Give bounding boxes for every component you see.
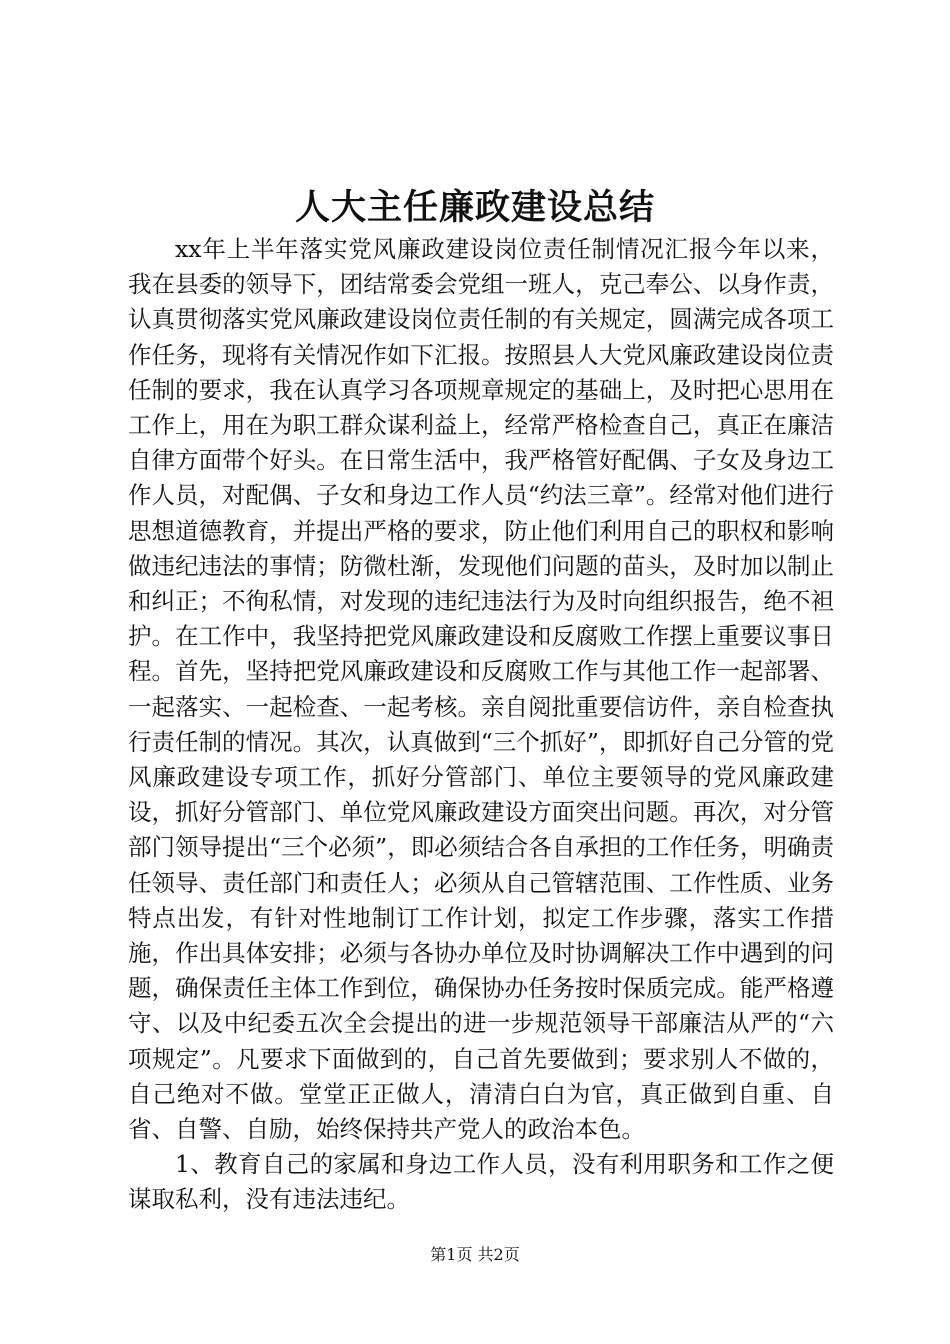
document-body bbox=[128, 232, 834, 1218]
paragraph-item-1: 1、教育自己的家属和身边工作人员，没有利用职务和工作之便谋取私利，没有违法违纪。 bbox=[128, 1150, 834, 1214]
paragraph-main: xx年上半年落实党风廉政建设岗位责任制情况汇报今年以来，我在县委的领导下，团结常委会党组一班人，克己奉公、以身作责，认真贯彻落实党风廉政建设岗位责任制的有关规定，圆满完成各项工作任务，现将有关情况作如下汇报。按照县人大党风廉政建设岗位责任制的要求，我在认真学习各项规章规定的基础上，及时把心思用在工作上，用在为职工群众谋利益上，经常严格检查自己，真正在廉洁自律方面带个好头。在日常生活中，我严格管好配偶、子女及身边工作人员，对配偶、子女和身边工作人员“约法三章”。经常对他们进行思想道德教育，并提出严格的要求，防止他们利用自己的职权和影响做违纪违法的事情；防微杜渐，发现他们问题的苗头，及时加以制止和纠正；不徇私情，对发现的违纪违法行为及时向组织报告，绝不袒护。在工作中，我坚持把党风廉政建设和反腐败工作摆上重要议事日程。首先，坚持把党风廉政建设和反腐败工作与其他工作一起部署、一起落实、一起检查、一起考核。亲自阅批重要信访件，亲自检查执行责任制的情况。其次，认真做到“三个抓好”，即抓好自己分管的党风廉政建设专项工作，抓好分管部门、单位主要领导的党风廉政建设，抓好分管部门、单位党风廉政建设方面突出问题。再次，对分管部门领导提出“三个必须”，即必须结合各自承担的工作任务，明确责任领导、责任部门和责任人；必须从自己管辖范围、工作性质、业务特点出发，有针对性地制订工作计划，拟定工作步骤，落实工作措施，作出具体安排；必须与各协办单位及时协调解决工作中遇到的问题，确保责任主体工作到位，确保协办任务按时保质完成。能严格遵守、以及中纪委五次全会提出的进一步规范领导干部廉洁从严的“六项规定”。凡要求下面做到的，自己首先要做到；要求别人不做的，自己绝对不做。堂堂正正做人，清清白白为官，真正做到自重、自省、自警、自励，始终保持共产党人的政治本色。 bbox=[128, 235, 834, 1144]
page-footer: 第1页 共2页 bbox=[430, 1245, 520, 1264]
document-title: 人大主任廉政建设总结 bbox=[294, 187, 655, 228]
